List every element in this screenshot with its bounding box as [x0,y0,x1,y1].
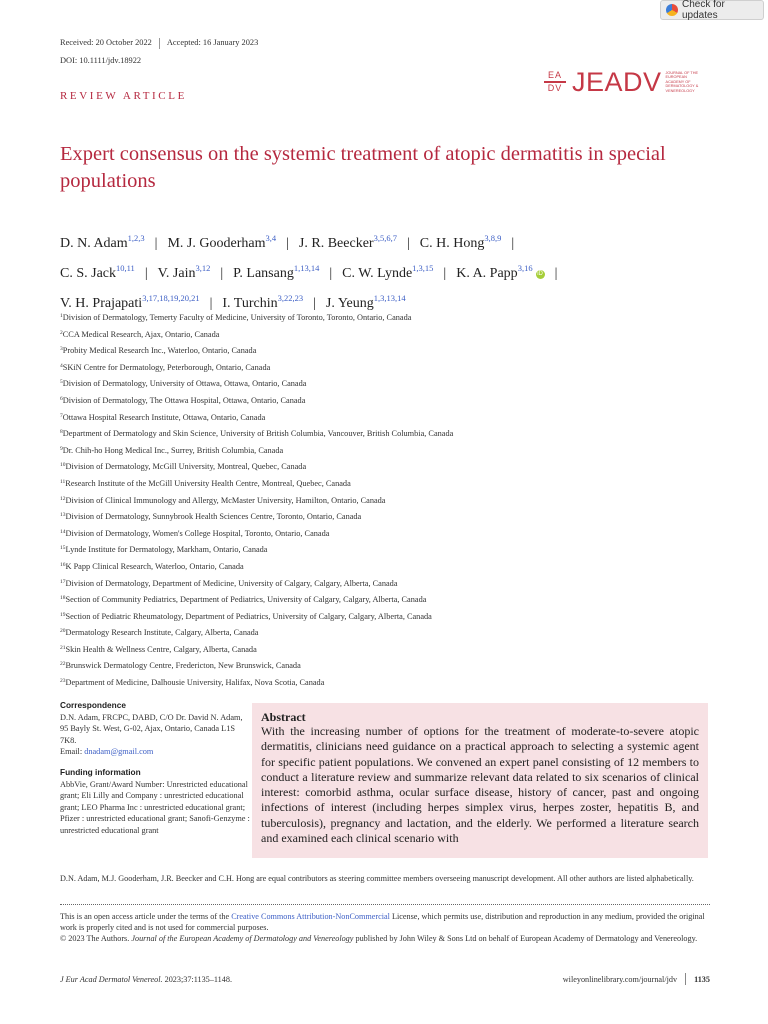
crossmark-icon [666,4,678,16]
author-separator: | [406,236,410,251]
article-title: Expert consensus on the systemic treatment of atopic dermatitis in special populations [60,143,666,192]
affiliation-text: Dermatology Research Institute, Calgary, Alberta, Canada [65,628,259,638]
affiliation-item [60,508,720,525]
citation-journal: J Eur Acad Dermatol Venereol. [60,974,163,984]
funding-heading: Funding information [60,766,141,777]
orcid-icon[interactable]: iD [537,271,543,277]
affiliation-text: SKiN Centre for Dermatology, Peterborough, Ontario, Canada [62,362,271,372]
funding-block [60,767,250,837]
affiliation-number: 13 [60,512,66,519]
author-affil-refs[interactable]: 10,11 [116,263,135,273]
affiliation-item [60,541,720,558]
check-for-updates-label: Check for updates [682,0,725,21]
author-name: C. S. Jack [60,266,116,281]
affiliation-number: 22 [60,661,66,668]
page-number: 1135 [694,974,710,984]
license-text-pre: This is an open access article under the terms of the [60,912,232,921]
license-text-post: License, which permits use, distribution and reproduction in any medium, provided the original work is properly cited and is not used for commercial purposes. [60,912,705,933]
affiliation-text: Division of Dermatology, McGill University, Montreal, Quebec, Canada [65,462,307,472]
page-footer [60,973,710,985]
affiliation-number: 12 [60,495,66,502]
affiliation-item [60,641,720,658]
author-name: C. H. Hong [419,236,485,251]
affiliation-item [60,375,720,392]
author-affil-refs[interactable]: 1,13,14 [293,263,320,273]
author[interactable] [342,263,434,281]
author-separator: | [313,296,316,311]
affiliation-item [60,359,720,376]
author-separator: | [329,266,333,281]
license-paragraph [60,911,710,933]
affiliation-text: Division of Clinical Immunology and Allergy, McMaster University, Hamilton, Ontario, Canada [65,495,386,505]
author-separator: | [154,236,158,251]
author-affil-refs[interactable]: 3,4 [265,233,277,243]
author-name: V. Jain [157,266,196,281]
author-name: I. Turchin [222,296,278,311]
copyright-paragraph [60,933,710,944]
affiliation-text: Division of Dermatology, University of Ottawa, Ottawa, Ontario, Canada [62,379,307,389]
affiliation-number: 14 [60,528,66,535]
affiliation-item [60,409,720,426]
affiliation-item [60,458,720,475]
affiliation-item [60,309,720,326]
affiliation-text: Division of Dermatology, Department of Medicine, University of Calgary, Calgary, Alberta, Canada [65,578,398,588]
logo-mark [544,71,566,93]
license-link[interactable]: Creative Commons Attribution-NonCommercial [231,912,390,921]
author-separator: | [144,266,148,281]
affiliation-number: 10 [60,462,66,469]
author-affil-refs[interactable]: 1,2,3 [127,233,145,243]
affiliation-item [60,442,720,459]
author-name: C. W. Lynde [342,266,413,281]
affiliation-number: 9 [60,445,63,452]
author-affil-refs[interactable]: 1,3,15 [412,263,434,273]
author-separator: | [443,266,447,281]
affiliation-number: 21 [60,644,66,651]
affiliation-number: 17 [60,578,66,585]
divider [159,38,160,49]
author-separator: | [220,266,224,281]
affiliation-number: 18 [60,595,66,602]
affiliation-item [60,492,720,509]
email-label: Email: [60,747,83,757]
copyright-post: published by John Wiley & Sons Ltd on behalf of European Academy of Dermatology and Venereology. [353,934,698,944]
affiliation-number: 7 [60,412,63,419]
affiliation-text: Section of Pediatric Rheumatology, Department of Pediatrics, University of Calgary, Calgary, Alberta, Canada [65,611,432,621]
author-name: K. A. Papp [456,266,518,281]
author-affil-refs[interactable]: 3,16 [517,263,533,273]
author[interactable] [167,233,277,251]
section-label: REVIEW ARTICLE [60,90,187,102]
footer-right [563,973,710,985]
author[interactable] [60,233,145,251]
affiliation-text: K Papp Clinical Research, Waterloo, Ontario, Canada [65,561,244,571]
accepted-date: Accepted: 16 January 2023 [166,38,259,48]
logo-word: JEADV [572,67,662,97]
author-affil-refs[interactable]: 3,22,23 [277,293,304,303]
author-separator: | [511,236,515,251]
correspondence-panel [60,700,250,837]
affiliation-item [60,624,720,641]
affiliation-item [60,392,720,409]
affiliation-item [60,575,720,592]
author-separator: | [554,266,558,281]
affiliation-text: Division of Dermatology, Temerty Faculty of Medicine, University of Toronto, Toronto, Ontario, Canada [62,313,412,322]
logo-mark-top: EA [547,70,562,81]
logo-mark-bottom: DV [547,82,563,93]
affiliation-number: 8 [60,429,63,436]
affiliation-number: 5 [60,379,63,386]
author-name: P. Lansang [233,266,294,281]
author-separator: | [209,296,213,311]
affiliation-number: 1 [60,313,63,319]
abstract-heading: Abstract [261,710,306,724]
affiliation-item [60,591,720,608]
affiliation-list [60,309,720,691]
affiliation-item [60,558,720,575]
author[interactable] [419,233,502,251]
abstract-box [252,703,708,858]
journal-url[interactable]: wileyonlinelibrary.com/journal/jdv [562,974,678,984]
affiliation-text: CCA Medical Research, Ajax, Ontario, Canada [62,329,220,339]
author-line-1 [60,226,728,256]
author-name: J. Yeung [325,296,374,311]
footer-divider [685,973,686,985]
author-line-2 [60,256,728,286]
affiliation-item [60,657,720,674]
author[interactable] [456,263,544,281]
author-affil-refs[interactable]: 3,17,18,19,20,21 [142,293,200,303]
affiliation-number: 19 [60,611,66,618]
affiliation-number: 3 [60,346,63,353]
author[interactable] [298,233,397,251]
dotted-divider [60,904,710,905]
affiliation-text: Skin Health & Wellness Centre, Calgary, Alberta, Canada [65,644,257,654]
affiliation-text: Probity Medical Research Inc., Waterloo, Ontario, Canada [62,346,257,356]
affiliation-text: Brunswick Dermatology Centre, Fredericton, New Brunswick, Canada [65,661,301,671]
author[interactable] [157,263,211,281]
affiliation-text: Research Institute of the McGill University Health Centre, Montreal, Quebec, Canada [65,478,351,488]
affiliation-number: 15 [60,545,66,552]
affiliation-item [60,342,720,359]
author-affil-refs[interactable]: 1,3,13,14 [373,293,406,303]
footer-citation [60,975,563,984]
license-statement [60,911,710,945]
affiliation-item [60,525,720,542]
author-affil-refs[interactable]: 3,5,6,7 [373,233,397,243]
author-name: J. R. Beecker [298,236,374,251]
journal-name: Journal of the European Academy of Dermatology and Venereology [131,934,354,944]
check-for-updates-button[interactable] [660,0,764,20]
affiliation-item [60,475,720,492]
copyright-pre: © 2023 The Authors. [60,934,132,944]
affiliation-number: 20 [60,628,66,635]
affiliation-number: 6 [60,395,63,402]
author[interactable] [233,263,320,281]
affiliation-text: Division of Dermatology, Women's College Hospital, Toronto, Ontario, Canada [65,528,330,538]
affiliation-item [60,674,720,691]
affiliation-text: Division of Dermatology, The Ottawa Hospital, Ottawa, Ontario, Canada [62,395,306,405]
affiliation-number: 16 [60,561,66,568]
correspondence-text: D.N. Adam, FRCPC, DABD, C/O Dr. David N. Adam, 95 Bayly St. West, G-02, Ajax, Ontario, Canada L1S 7K8. [60,712,243,745]
author-separator: | [286,236,289,251]
affiliation-item [60,425,720,442]
author-list [60,226,728,316]
author-name: V. H. Prajapati [60,296,143,311]
equal-contribution-note: D.N. Adam, M.J. Gooderham, J.R. Beecker and C.H. Hong are equal contributors as steering committee members overseeing manuscript development. All other authors are listed alphabetically. [60,874,694,883]
affiliation-number: 2 [60,329,63,336]
affiliation-text: Department of Dermatology and Skin Science, University of British Columbia, Vancouver, British Columbia, Canada [62,429,454,439]
affiliation-text: Division of Dermatology, Sunnybrook Health Sciences Centre, Toronto, Ontario, Canada [65,512,362,522]
article-dates [60,38,258,49]
affiliation-number: 4 [60,362,63,369]
abstract-text: With the increasing number of options for the treatment of moderate-to-severe atopic dermatitis, clinicians need guidance on a practical approach to selecting a systemic agent for specific patient populations. We convened an expert panel consisting of 12 members to conduct a literature review and summarize relevant data related to six scenarios of clinical interest: comorbid asthma, ocular surface disease, history of cancer, past and ongoing infections of interest (including herpes simplex virus, herpes zoster, hepatitis B, and tuberculosis), pregnancy and lactation, and the elderly. We performed a literature search and examined each clinical scenario with [261,724,699,846]
journal-logo [544,68,704,96]
correspondence-email-line [60,746,250,758]
author-name: D. N. Adam [60,236,128,251]
funding-text: AbbVie, Grant/Award Number: Unrestricted educational grant; Eli Lilly and Company : unrestricted educational grant; LEO Pharma Inc : unrestricted educational grant; Pfizer : unrestricted educational grant; Sanofi-Genzyme : unrestricted educational grant [60,779,250,835]
received-date: Received: 20 October 2022 [60,38,152,48]
author[interactable] [60,263,135,281]
affiliation-text: Dr. Chih-ho Hong Medical Inc., Surrey, British Columbia, Canada [62,445,284,455]
affiliation-item [60,608,720,625]
author-affil-refs[interactable]: 3,12 [195,263,211,273]
correspondence-heading: Correspondence [60,700,126,710]
affiliation-item [60,326,720,343]
affiliation-text: Department of Medicine, Dalhousie University, Halifax, Nova Scotia, Canada [65,678,325,688]
email-link[interactable]: dnadam@gmail.com [84,747,154,757]
affiliation-text: Ottawa Hospital Research Institute, Ottawa, Ontario, Canada [62,412,266,422]
logo-subtitle: JOURNAL OF THE EUROPEAN ACADEMY OF DERMATOLOGY & VENEREOLOGY [665,70,699,93]
doi[interactable]: DOI: 10.1111/jdv.18922 [60,56,142,65]
affiliation-text: Section of Community Pediatrics, Department of Pediatrics, University of Calgary, Calgary, Alberta, Canada [65,595,427,605]
affiliation-number: 23 [60,678,66,685]
author-name: M. J. Gooderham [167,236,266,251]
author-affil-refs[interactable]: 3,8,9 [484,233,502,243]
affiliation-number: 11 [60,478,66,485]
affiliation-text: Lynde Institute for Dermatology, Markham, Ontario, Canada [65,545,268,555]
citation-details: 2023;37:1135–1148. [162,974,232,984]
